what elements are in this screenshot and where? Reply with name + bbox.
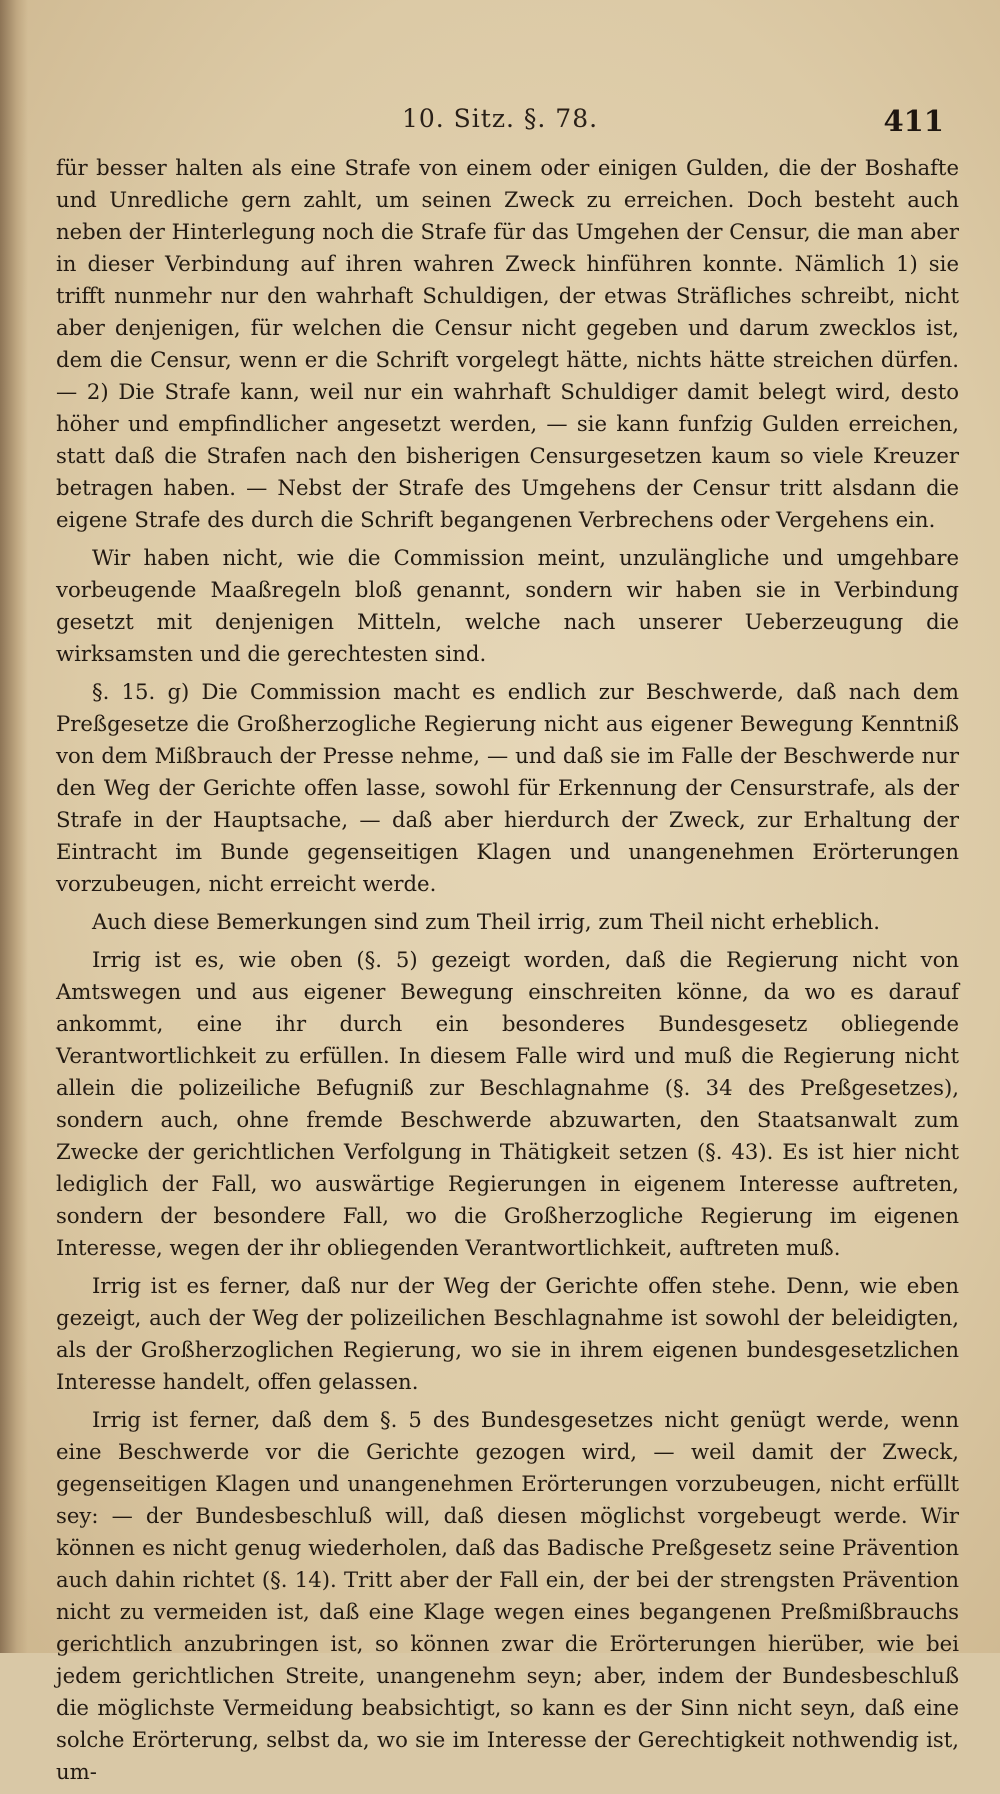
page-header: [56, 104, 944, 144]
paragraph: für besser halten als eine Strafe von einem oder einigen Gulden, die der Boshafte und Unredliche gern zahlt, um seinen Zweck zu erreichen. Doch besteht auch neben der Hinterlegung noch die Strafe für das Umgehen der Censur, die man aber in dieser Verbindung auf ihren wahren Zweck hinführen konnte. Nämlich 1) sie trifft nunmehr nur den wahrhaft Schuldigen, der etwas Sträfliches schreibt, nicht aber denjenigen, für welchen die Censur nicht gegeben und darum zwecklos ist, dem die Censur, wenn er die Schrift vorgelegt hätte, nichts hätte streichen dürfen. — 2) Die Strafe kann, weil nur ein wahrhaft Schuldiger damit belegt wird, desto höher und empfindlicher angesetzt werden, — sie kann funfzig Gulden erreichen, statt daß die Strafen nach den bisherigen Censurgesetzen kaum so viele Kreuzer betragen haben. — Nebst der Strafe des Umgehens der Censur tritt alsdann die eigene Strafe des durch die Schrift begangenen Verbrechens oder Vergehens ein.: [56, 155, 959, 532]
page-body: [56, 152, 959, 1794]
paragraph: Wir haben nicht, wie die Commission meint, unzulängliche und umgehbare vorbeugende Maaßregeln bloß genannt, sondern wir haben sie in Verbindung gesetzt mit denjenigen Mitteln, welche nach unserer Ueberzeugung die wirksamsten und die gerechtesten sind.: [56, 545, 959, 666]
page-number: 411: [883, 104, 944, 138]
paragraph: Irrig ist es, wie oben (§. 5) gezeigt worden, daß die Regierung nicht von Amtswegen und aus eigener Bewegung einschreiten könne, da wo es darauf ankommt, eine ihr durch ein besonderes Bundesgesetz obliegende Verantwortlichkeit zu erfüllen. In diesem Falle wird und muß die Regierung nicht allein die polizeiliche Befugniß zur Beschlagnahme (§. 34 des Preßgesetzes), sondern auch, ohne fremde Beschwerde abzuwarten, den Staatsanwalt zum Zwecke der gerichtlichen Verfolgung in Thätigkeit setzen (§. 43). Es ist hier nicht lediglich der Fall, wo auswärtige Regierungen in eigenem Interesse auftreten, sondern der besondere Fall, wo die Großherzogliche Regierung im eigenen Interesse, wegen der ihr obliegenden Verantwortlichkeit, auftreten muß.: [56, 947, 959, 1260]
paragraph: Auch diese Bemerkungen sind zum Theil irrig, zum Theil nicht erheblich.: [92, 909, 881, 934]
paragraph: §. 15. g) Die Commission macht es endlich zur Beschwerde, daß nach dem Preßgesetze die Großherzogliche Regierung nicht aus eigener Bewegung Kenntniß von dem Mißbrauch der Presse nehme, — und daß sie im Falle der Beschwerde nur den Weg der Gerichte offen lasse, sowohl für Erkennung der Censurstrafe, als der Strafe in der Hauptsache, — daß aber hierdurch der Zweck, zur Erhaltung der Eintracht im Bunde gegenseitigen Klagen und unangenehmen Erörterungen vorzubeugen, nicht erreicht werde.: [56, 679, 959, 896]
running-head: 10. Sitz. §. 78.: [401, 104, 599, 133]
page-gutter-shadow: [0, 0, 28, 1653]
paragraph: Irrig ist ferner, daß dem §. 5 des Bundesgesetzes nicht genügt werde, wenn eine Beschwerde vor die Gerichte gezogen wird, — weil damit der Zweck, gegenseitigen Klagen und unangenehmen Erörterungen vorzubeugen, nicht erfüllt sey: — der Bundesbeschluß will, daß diesen möglichst vorgebeugt werde. Wir können es nicht genug wiederholen, daß das Badische Preßgesetz seine Prävention auch dahin richtet (§. 14). Tritt aber der Fall ein, der bei der strengsten Prävention nicht zu vermeiden ist, daß eine Klage wegen eines begangenen Preßmißbrauchs gerichtlich anzubringen ist, so können zwar die Erörterungen hierüber, wie bei jedem gerichtlichen Streite, unangenehm seyn; aber, indem der Bundesbeschluß die möglichste Vermeidung beabsichtigt, so kann es der Sinn nicht seyn, daß eine solche Erörterung, selbst da, wo sie im Interesse der Gerechtigkeit nothwendig ist, um-: [56, 1407, 959, 1784]
paragraph: Irrig ist es ferner, daß nur der Weg der Gerichte offen stehe. Denn, wie eben gezeigt, auch der Weg der polizeilichen Beschlagnahme ist sowohl der beleidigten, als der Großherzoglichen Regierung, wo sie in ihrem eigenen bundesgesetzlichen Interesse handelt, offen gelassen.: [56, 1273, 959, 1394]
